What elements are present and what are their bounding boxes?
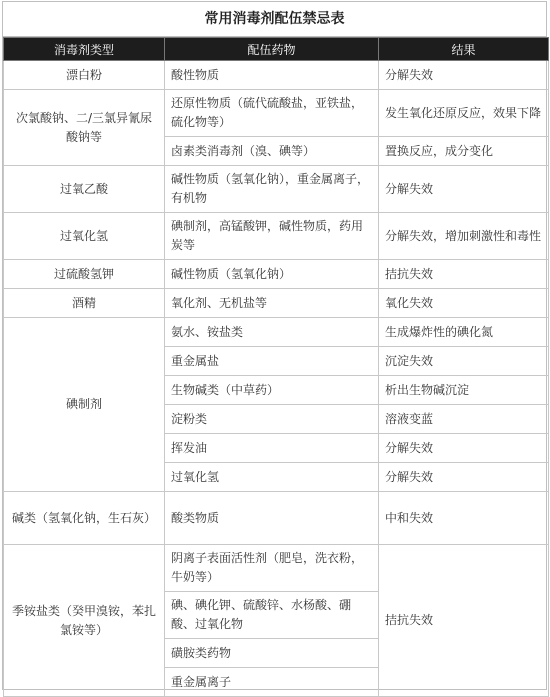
drug-cell: 磺胺类药物 xyxy=(165,639,379,668)
table-row xyxy=(4,492,549,545)
header-disinfectant-type: 消毒剂类型 xyxy=(4,38,165,61)
table-row xyxy=(4,90,549,137)
table-title: 常用消毒剂配伍禁忌表 xyxy=(3,2,546,37)
result-cell: 分解失效 xyxy=(379,166,549,213)
drug-cell: 重金属离子 xyxy=(165,668,379,697)
result-cell: 析出生物碱沉淀 xyxy=(379,376,549,405)
result-cell: 分解失效 xyxy=(379,434,549,463)
disinfectant-type-cell: 碱类（氢氧化钠，生石灰） xyxy=(4,492,165,545)
drug-cell: 碘、碘化钾、硫酸锌、水杨酸、硼酸、过氧化物 xyxy=(165,592,379,639)
drug-cell: 挥发油 xyxy=(165,434,379,463)
table-row xyxy=(4,166,549,213)
disinfectant-type-cell: 漂白粉 xyxy=(4,61,165,90)
header-row xyxy=(4,38,549,61)
drug-cell: 酸类物质 xyxy=(165,492,379,545)
drug-cell: 氨水、铵盐类 xyxy=(165,318,379,347)
disinfectant-type-cell: 季铵盐类（癸甲溴铵，苯扎氯铵等） xyxy=(4,545,165,697)
table-row xyxy=(4,61,549,90)
header-compatible-drug: 配伍药物 xyxy=(165,38,379,61)
result-cell: 溶液变蓝 xyxy=(379,405,549,434)
incompatibility-table xyxy=(3,37,549,697)
drug-cell: 生物碱类（中草药） xyxy=(165,376,379,405)
disinfectant-type-cell: 碘制剂 xyxy=(4,318,165,492)
drug-cell: 碱性物质（氢氧化钠） xyxy=(165,260,379,289)
drug-cell: 氧化剂、无机盐等 xyxy=(165,289,379,318)
disinfectant-type-cell: 过硫酸氢钾 xyxy=(4,260,165,289)
drug-cell: 碱性物质（氢氧化钠），重金属离子，有机物 xyxy=(165,166,379,213)
result-cell: 分解失效 xyxy=(379,463,549,492)
drug-cell: 过氧化氢 xyxy=(165,463,379,492)
drug-cell: 卤素类消毒剂（溴、碘等） xyxy=(165,137,379,166)
drug-cell: 淀粉类 xyxy=(165,405,379,434)
result-cell: 置换反应，成分变化 xyxy=(379,137,549,166)
result-cell: 拮抗失效 xyxy=(379,545,549,697)
table-row xyxy=(4,289,549,318)
drug-cell: 重金属盐 xyxy=(165,347,379,376)
disinfectant-type-cell: 过氧化氢 xyxy=(4,213,165,260)
result-cell: 氧化失效 xyxy=(379,289,549,318)
result-cell: 生成爆炸性的碘化氮 xyxy=(379,318,549,347)
header-result: 结果 xyxy=(379,38,549,61)
drug-cell: 酸性物质 xyxy=(165,61,379,90)
drug-cell: 碘制剂，高锰酸钾，碱性物质，药用炭等 xyxy=(165,213,379,260)
table-row xyxy=(4,213,549,260)
table-row xyxy=(4,545,549,592)
drug-cell: 阴离子表面活性剂（肥皂，洗衣粉，牛奶等） xyxy=(165,545,379,592)
table-frame xyxy=(2,1,547,690)
result-cell: 中和失效 xyxy=(379,492,549,545)
table-row xyxy=(4,318,549,347)
disinfectant-type-cell: 次氯酸钠、二/三氯异氰尿酸钠等 xyxy=(4,90,165,166)
table-row xyxy=(4,260,549,289)
result-cell: 沉淀失效 xyxy=(379,347,549,376)
result-cell: 分解失效，增加刺激性和毒性 xyxy=(379,213,549,260)
result-cell: 发生氧化还原反应，效果下降 xyxy=(379,90,549,137)
result-cell: 拮抗失效 xyxy=(379,260,549,289)
disinfectant-type-cell: 酒精 xyxy=(4,289,165,318)
drug-cell: 还原性物质（硫代硫酸盐，亚铁盐，硫化物等） xyxy=(165,90,379,137)
disinfectant-type-cell: 过氧乙酸 xyxy=(4,166,165,213)
result-cell: 分解失效 xyxy=(379,61,549,90)
